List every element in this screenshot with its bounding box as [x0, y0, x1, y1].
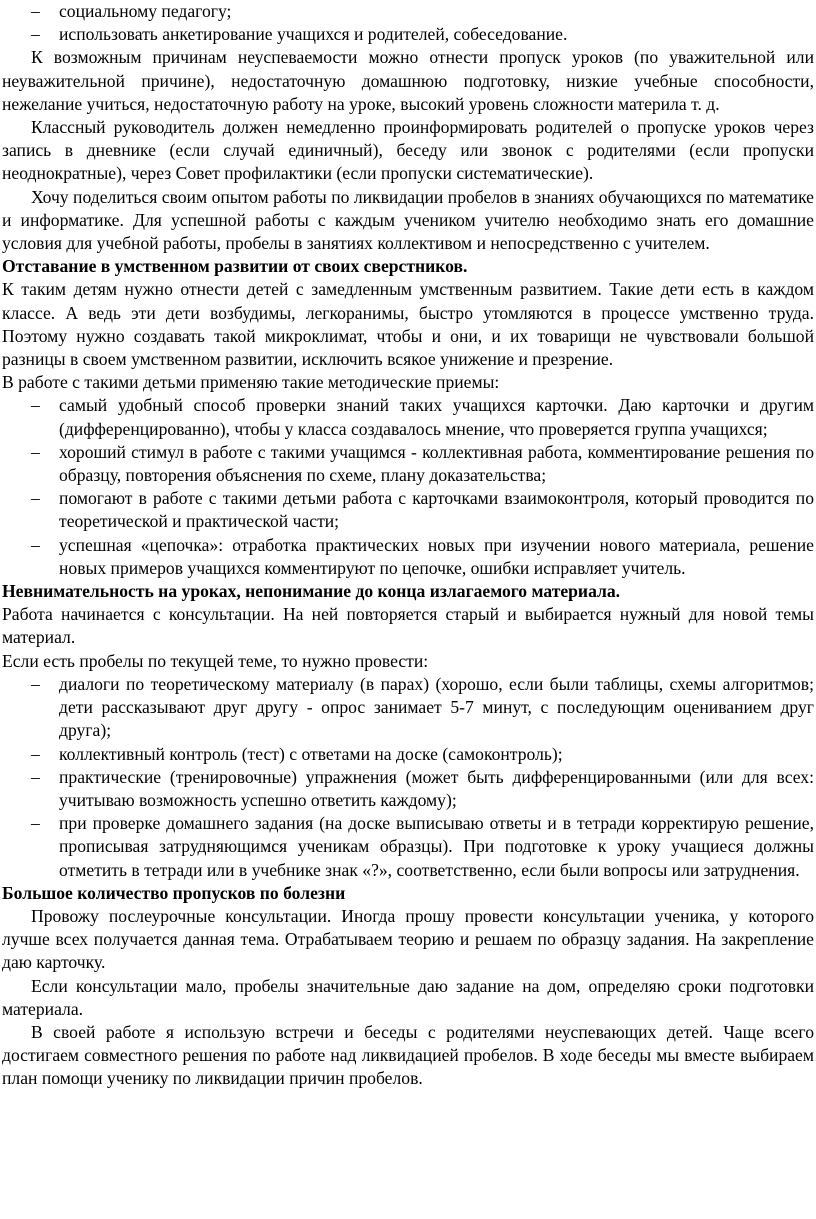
dash-marker: – — [31, 395, 40, 416]
dash-marker: – — [31, 488, 40, 509]
lead-lag: В работе с такими детьми применяю такие методические приемы: — [2, 372, 500, 393]
dash-marker: – — [31, 673, 40, 694]
list-item: – успешная «цепочка»: отработка практических новых при изучении нового материала, решение новых примеров учащихся комментируют по цепочке, ошибки исправляет учитель. — [31, 534, 814, 578]
section-heading-absences: Большое количество пропусков по болезни — [2, 882, 346, 903]
paragraph-reasons: К возможным причинам неуспеваемости можно отнести пропуск уроков (по уважительной или неуважительной причине), недостаточную домашнюю подготовку, низкие учебные способности, нежелание учиться, недостаточную работу на уроке, высокий уровень сложности материла т. д. — [2, 47, 814, 114]
gaps-list — [2, 673, 814, 882]
paragraph-absences-3: В своей работе я использую встречи и беседы с родителями неуспевающих детей. Чаще всего достигаем совместного решения по работе над ликвидацией пробелов. В ходе беседы мы вместе выбираем план помощи ученику по ликвидации причин пробелов. — [2, 1021, 814, 1089]
dash-marker: – — [31, 743, 40, 764]
dash-marker: – — [31, 534, 40, 555]
list-item: – диалоги по теоретическому материалу (в парах) (хорошо, если были таблицы, схемы алгоритмов; дети рассказывают друг другу - опрос занимает 5-7 минут, с последующим оцениванием друг друга); — [31, 673, 814, 741]
intro-list — [2, 0, 814, 46]
section-heading-inattention: Невнимательность на уроках, непонимание до конца излагаемого материала. — [2, 581, 621, 602]
list-item: – самый удобный способ проверки знаний таких учащихся карточки. Даю карточки и другим (дифференцированно), чтобы у класса создавалось мнение, что проверяется группа учащихся; — [31, 395, 814, 439]
list-item: – социальному педагогу; — [2, 0, 814, 23]
list-item: – практические (тренировочные) упражнения (может быть дифференцированными (или для всех: учитываю возможность успешно ответить каждому); — [31, 766, 814, 810]
paragraph-lag: К таким детям нужно отнести детей с замедленным умственным развитием. Такие дети есть в каждом классе. А ведь эти дети возбудимы, легкоранимы, быстро утомляются в процессе умственно труда. Поэтому нужно создавать такой микроклимат, чтобы и они, и их товарищи не чувствовали большой разницы в своем умственном развитии, исключить всякое унижение и презрение. — [2, 279, 814, 370]
dash-marker: – — [31, 24, 40, 45]
paragraph-experience: Хочу поделиться своим опытом работы по ликвидации пробелов в знаниях обучающихся по математике и информатике. Для успешной работы с каждым учеником учителю необходимо знать его домашние условия для учебной работы, пробелы в занятиях коллективом и непосредственно с учителем. — [2, 186, 814, 254]
dash-marker: – — [31, 1, 40, 21]
list-item: – при проверке домашнего задания (на доске выписываю ответы и в тетради корректирую решение, прописывая затрудняющимся ученикам образцы). При подготовке к уроку учащиеся должны отметить в тетради или в учебнике знак «?», соответственно, если были вопросы или затруднения. — [31, 813, 814, 880]
dash-marker: – — [31, 813, 40, 834]
paragraph-absences-1: Провожу послеурочные консультации. Иногда прошу провести консультации ученика, у которого лучше всех получается данная тема. Отрабатываем теорию и решаем по образцу задания. На закрепление даю карточку. — [2, 905, 814, 973]
dash-marker: – — [31, 441, 40, 462]
list-item: – коллективный контроль (тест) с ответами на доске (самоконтроль); — [2, 743, 814, 766]
methods-list — [2, 394, 814, 580]
list-item: – помогают в работе с такими детьми работа с карточками взаимоконтроля, который проводится по теоретической и практической части; — [31, 488, 814, 532]
list-item: – хороший стимул в работе с такими учащимся - коллективная работа, комментирование решения по образцу, повторения объяснения по схеме, плану доказательства; — [31, 441, 814, 486]
paragraph-absences-2: Если консультации мало, пробелы значительные даю задание на дом, определяю сроки подготовки материала. — [2, 975, 814, 1019]
paragraph-teacher: Классный руководитель должен немедленно проинформировать родителей о пропуске уроков через запись в дневнике (если случай единичный), беседу или звонок с родителями (если пропуски неоднократные), через Совет профилактики (если пропуски систематические). — [2, 117, 814, 184]
lead-inattention: Если есть пробелы по текущей теме, то нужно провести: — [2, 650, 429, 671]
dash-marker: – — [31, 766, 40, 787]
section-heading-lag: Отставание в умственном развитии от своих сверстников. — [2, 256, 468, 277]
paragraph-inattention: Работа начинается с консультации. На ней повторяется старый и выбирается нужный для новой темы материал. — [2, 604, 814, 648]
list-item: – использовать анкетирование учащихся и родителей, собеседование. — [2, 23, 814, 46]
